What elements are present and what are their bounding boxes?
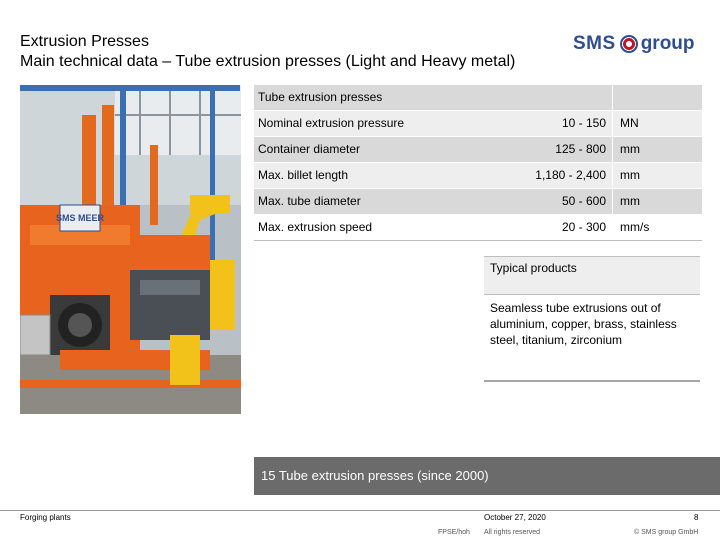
row-value: 10 - 150 xyxy=(561,116,606,130)
photo-sign-text: SMS MEER xyxy=(55,213,105,223)
footer-divider xyxy=(0,510,720,511)
logo-text-group: group xyxy=(640,33,695,54)
footer-ref: FPSE/hoh xyxy=(438,529,470,536)
footer-copyright: © SMS group GmbH xyxy=(634,529,699,536)
table-row xyxy=(254,137,702,163)
row-unit: mm/s xyxy=(620,220,650,234)
row-unit: mm xyxy=(620,168,640,182)
sms-group-logo xyxy=(573,33,695,55)
footer-rights: All rights reserved xyxy=(484,529,541,536)
table-header-row xyxy=(254,85,702,111)
row-label: Max. extrusion speed xyxy=(258,220,373,234)
products-header: Typical products xyxy=(484,256,700,294)
table-header-label: Tube extrusion presses xyxy=(258,90,383,104)
row-label: Max. billet length xyxy=(258,168,349,182)
title-line-2: Main technical data – Tube extrusion presses (Light and Heavy metal) xyxy=(20,53,516,70)
row-value: 20 - 300 xyxy=(561,220,606,234)
table-row xyxy=(254,189,702,215)
row-unit: mm xyxy=(620,194,640,208)
footer-page-number: 8 xyxy=(694,513,699,522)
slide-title xyxy=(20,32,515,72)
row-label: Nominal extrusion pressure xyxy=(258,116,405,130)
row-label: Container diameter xyxy=(258,142,361,156)
row-unit: mm xyxy=(620,142,640,156)
table-row xyxy=(254,111,702,137)
row-value: 50 - 600 xyxy=(561,194,606,208)
presses-count-banner: 15 Tube extrusion presses (since 2000) xyxy=(254,457,720,495)
row-label: Max. tube diameter xyxy=(258,194,361,208)
tech-data-table xyxy=(254,85,702,241)
extrusion-press-photo xyxy=(20,85,241,414)
footer-date: October 27, 2020 xyxy=(484,513,546,522)
products-body: Seamless tube extrusions out of aluminium, copper, brass, stainless steel, titanium, zirconium xyxy=(484,294,700,382)
typical-products-box xyxy=(484,256,700,382)
title-line-1: Extrusion Presses xyxy=(20,33,149,50)
footer-section-label: Forging plants xyxy=(20,513,71,522)
row-unit: MN xyxy=(620,116,639,130)
table-row xyxy=(254,163,702,189)
logo-text-sms: SMS xyxy=(573,33,616,54)
logo-mark-icon xyxy=(620,35,638,53)
row-value: 125 - 800 xyxy=(555,142,606,156)
row-value: 1,180 - 2,400 xyxy=(535,168,606,182)
table-row xyxy=(254,215,702,241)
